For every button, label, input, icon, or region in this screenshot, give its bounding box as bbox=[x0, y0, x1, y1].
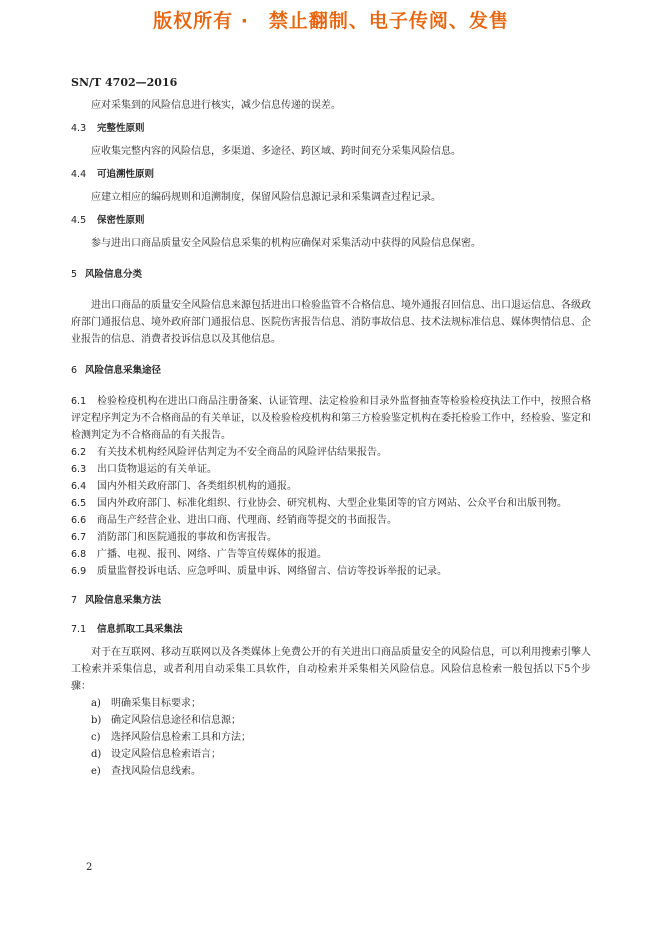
list-item-number: 6.1 bbox=[71, 396, 87, 407]
section-heading-7-1 bbox=[71, 621, 591, 638]
list-item bbox=[71, 444, 591, 461]
document-body bbox=[71, 97, 591, 780]
section-title: 可追溯性原则 bbox=[97, 169, 155, 180]
section-title: 保密性原则 bbox=[97, 215, 145, 226]
list-item-text: 检验检疫机构在进出口商品注册备案、认证管理、法定检验和目录外监督抽查等检验检疫执法工作中，按照合格评定程序判定为不合格商品的有关单证，以及检验检疫机构和第三方检验鉴定机构在委托检验工作中，经检验、鉴定和检测判定为不合格商品的有关报告。 bbox=[71, 396, 591, 441]
step-item-text: 明确采集目标要求； bbox=[111, 698, 201, 709]
list-item bbox=[71, 495, 591, 512]
section-title: 风险信息分类 bbox=[85, 269, 143, 280]
step-item-text: 设定风险信息检索语言； bbox=[111, 749, 221, 760]
list-item-text: 消防部门和医院通报的事故和伤害报告。 bbox=[97, 532, 277, 543]
list-item bbox=[71, 529, 591, 546]
section-title: 风险信息采集途径 bbox=[85, 365, 162, 376]
section-number: 6 bbox=[71, 365, 78, 376]
list-item bbox=[71, 478, 591, 495]
step-item bbox=[71, 763, 591, 780]
step-item-number: a) bbox=[91, 698, 101, 709]
step-item bbox=[71, 729, 591, 746]
paragraph: 应对采集到的风险信息进行核实，减少信息传递的误差。 bbox=[91, 100, 341, 111]
step-item bbox=[71, 746, 591, 763]
paragraph: 对于在互联网、移动互联网以及各类媒体上免费公开的有关进出口商品质量安全的风险信息，可以利用搜索引擎人工检索并采集信息，或者利用自动采集工具软件，自动检索并采集相关风险信息。风险信息检索一般包括以下5个步骤： bbox=[71, 647, 591, 692]
step-item-number: e) bbox=[91, 766, 101, 777]
list-item-number: 6.5 bbox=[71, 498, 87, 509]
section-number: 7 bbox=[71, 595, 78, 606]
section-number: 4.5 bbox=[71, 215, 87, 226]
step-item-number: b) bbox=[91, 715, 102, 726]
paragraph: 应建立相应的编码规则和追溯制度，保留风险信息源记录和采集调查过程记录。 bbox=[91, 192, 441, 203]
step-item bbox=[71, 712, 591, 729]
list-item-text: 国内外相关政府部门、各类组织机构的通报。 bbox=[97, 481, 297, 492]
step-item-text: 查找风险信息线索。 bbox=[111, 766, 201, 777]
list-item-text: 有关技术机构经风险评估判定为不安全商品的风险评估结果报告。 bbox=[97, 447, 387, 458]
step-item-text: 选择风险信息检索工具和方法； bbox=[111, 732, 251, 743]
paragraph: 进出口商品的质量安全风险信息来源包括进出口检验监管不合格信息、境外通报召回信息、出口退运信息、各级政府部门通报信息、境外政府部门通报信息、医院伤害报告信息、消防事故信息、技术法规标准信息、媒体舆情信息、企业报告的信息、消费者投诉信息以及其他信息。 bbox=[71, 300, 591, 345]
step-list bbox=[71, 695, 591, 780]
list-item-number: 6.4 bbox=[71, 481, 87, 492]
list-item-number: 6.2 bbox=[71, 447, 87, 458]
section-heading-5 bbox=[71, 266, 591, 283]
section-number: 5 bbox=[71, 269, 78, 280]
section-title: 完整性原则 bbox=[97, 123, 145, 134]
section-number: 4.3 bbox=[71, 123, 87, 134]
list-item-number: 6.7 bbox=[71, 532, 87, 543]
list-item bbox=[71, 563, 591, 580]
list-item-text: 国内外政府部门、标准化组织、行业协会、研究机构、大型企业集团等的官方网站、公众平台和出版刊物。 bbox=[97, 498, 567, 509]
step-item-text: 确定风险信息途径和信息源； bbox=[111, 715, 241, 726]
step-item-number: d) bbox=[91, 749, 102, 760]
page-number: 2 bbox=[86, 862, 93, 873]
list-item bbox=[71, 512, 591, 529]
standard-code: SN/T 4702—2016 bbox=[71, 76, 178, 89]
list-item bbox=[71, 546, 591, 563]
paragraph: 参与进出口商品质量安全风险信息采集的机构应确保对采集活动中获得的风险信息保密。 bbox=[91, 238, 481, 249]
list-item-text: 商品生产经营企业、进出口商、代理商、经销商等提交的书面报告。 bbox=[97, 515, 397, 526]
list-item bbox=[71, 461, 591, 478]
section-heading-4-3 bbox=[71, 120, 591, 137]
list-item-number: 6.8 bbox=[71, 549, 87, 560]
section-heading-6 bbox=[71, 362, 591, 379]
step-item bbox=[71, 695, 591, 712]
list-item-text: 质量监督投诉电话、应急呼叫、质量申诉、网络留言、信访等投诉举报的记录。 bbox=[97, 566, 447, 577]
section-number: 4.4 bbox=[71, 169, 87, 180]
watermark: 版权所有 · 禁止翻制、电子传阅、发售 bbox=[153, 10, 509, 32]
list-item-text: 出口货物退运的有关单证。 bbox=[97, 464, 217, 475]
list-item bbox=[71, 393, 591, 444]
list-item-text: 广播、电视、报刊、网络、广告等宣传媒体的报道。 bbox=[97, 549, 327, 560]
list-item-number: 6.3 bbox=[71, 464, 87, 475]
section-heading-4-4 bbox=[71, 166, 591, 183]
list-item-number: 6.6 bbox=[71, 515, 87, 526]
section-6-items bbox=[71, 393, 591, 580]
section-number: 7.1 bbox=[71, 624, 87, 635]
section-title: 风险信息采集方法 bbox=[85, 595, 162, 606]
section-heading-4-5 bbox=[71, 212, 591, 229]
step-item-number: c) bbox=[91, 732, 101, 743]
list-item-number: 6.9 bbox=[71, 566, 87, 577]
section-heading-7 bbox=[71, 592, 591, 609]
section-title: 信息抓取工具采集法 bbox=[97, 624, 183, 635]
paragraph: 应收集完整内容的风险信息，多渠道、多途径、跨区域、跨时间充分采集风险信息。 bbox=[91, 146, 461, 157]
